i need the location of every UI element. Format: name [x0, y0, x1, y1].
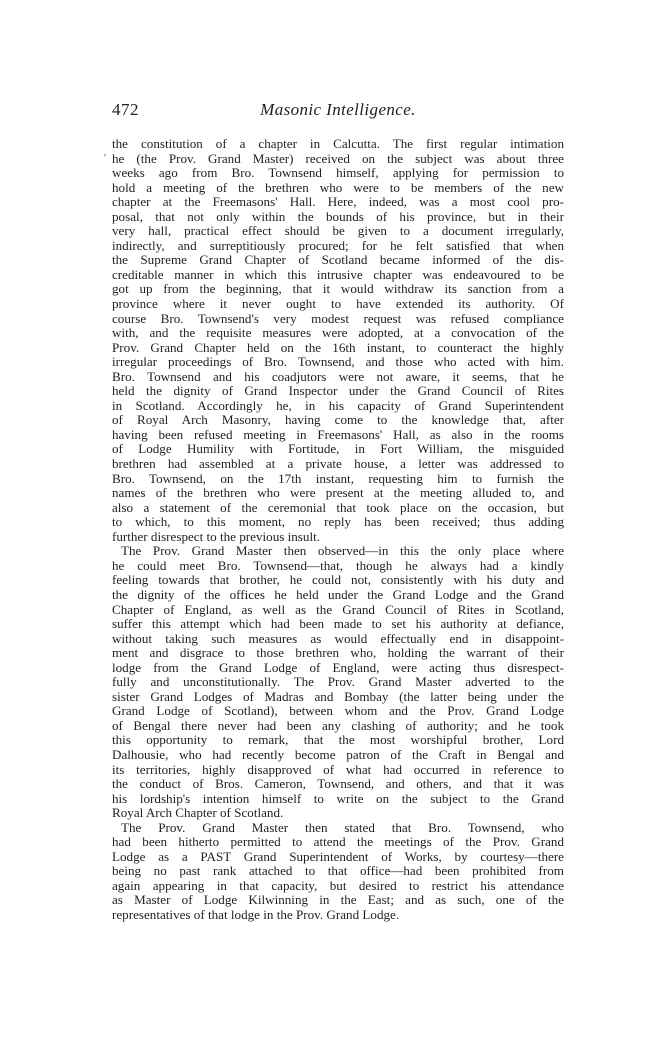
text-line: fully and unconstitutionally. The Prov. Grand Master adverted to the: [112, 674, 564, 690]
text-line: of Lodge Humility with Fortitude, in Fort William, the misguided: [112, 441, 564, 457]
text-line: indirectly, and surreptitiously procured; for he felt satisfied that when: [112, 237, 564, 253]
text-line: chapter at the Freemasons' Hall. Here, indeed, was a most cool pro-: [112, 194, 564, 210]
text-line: The Prov. Grand Master then stated that Bro. Townsend, who: [121, 819, 564, 835]
text-line: course Bro. Townsend's very modest request was refused compliance: [112, 310, 564, 326]
text-line: province where it never ought to have extended its authority. Of: [112, 296, 564, 312]
text-line: the conduct of Bros. Cameron, Townsend, and others, and that it was: [112, 776, 564, 792]
text-line: names of the brethren who were present at the meeting alluded to, and: [112, 485, 564, 501]
text-line: the dignity of the offices he held under the Grand Lodge and the Grand: [112, 586, 564, 602]
text-line: he (the Prov. Grand Master) received on the subject was about three: [112, 150, 564, 166]
text-line: as Master of Lodge Kilwinning in the East; and as such, one of the: [112, 892, 564, 908]
text-line: having been refused meeting in Freemasons' Hall, as also in the rooms: [112, 426, 564, 442]
text-line: this opportunity to remark, that the most worshipful brother, Lord: [112, 732, 564, 748]
text-line: without taking such measures as would effectually end in disappoint-: [112, 630, 564, 646]
text-line: sister Grand Lodges of Madras and Bombay (the latter being under the: [112, 688, 564, 704]
text-line: got up from the beginning, that it would withdraw its sanction from a: [112, 281, 564, 297]
text-line: The Prov. Grand Master then observed—in this the only place where: [121, 543, 564, 559]
text-line: with, and the requisite measures were adopted, at a convocation of the: [112, 325, 564, 341]
text-line: again appearing in that capacity, but desired to restrict his attendance: [112, 877, 564, 893]
text-line: creditable manner in which this intrusive chapter was endeavoured to be: [112, 266, 564, 282]
text-line: its territories, highly disapproved of what had occurred in reference to: [112, 761, 564, 777]
text-line: Lodge as a PAST Grand Superintendent of Works, by courtesy—there: [112, 848, 564, 864]
text-line: further disrespect to the previous insult.: [112, 528, 320, 544]
margin-mark: ': [104, 152, 106, 164]
text-line: suffer this attempt which had been made to set his authority at defiance,: [112, 616, 564, 632]
text-line: Royal Arch Chapter of Scotland.: [112, 805, 284, 821]
text-line: Bro. Townsend and his coadjutors were not aware, it seems, that he: [112, 368, 564, 384]
text-line: had been hitherto permitted to attend the meetings of the Prov. Grand: [112, 834, 564, 850]
text-line: in Scotland. Accordingly he, in his capacity of Grand Superintendent: [112, 397, 564, 413]
text-line: lodge from the Grand Lodge of England, were acting thus disrespect-: [112, 659, 564, 675]
text-line: feeling towards that brother, he could not, consistently with his duty and: [112, 572, 564, 588]
page-number: 472: [112, 100, 139, 119]
text-line: representatives of that lodge in the Prov. Grand Lodge.: [112, 906, 400, 922]
text-line: of Bengal there never had been any clashing of authority; and he took: [112, 717, 564, 733]
body-text: [112, 137, 564, 923]
text-line: Grand Lodge of Scotland), between whom and the Prov. Grand Lodge: [112, 703, 564, 719]
text-line: being no past rank attached to that office—had been prohibited from: [112, 863, 564, 879]
text-line: held the dignity of Grand Inspector under the Grand Council of Rites: [112, 383, 564, 399]
text-line: to which, to this moment, no reply has been received; thus adding: [112, 514, 564, 530]
text-line: Chapter of England, as well as the Grand Council of Rites in Scotland,: [112, 601, 564, 617]
text-line: also a statement of the ceremonial that took place on the occasion, but: [112, 499, 564, 515]
text-line: of Royal Arch Masonry, having come to the knowledge that, after: [112, 412, 564, 428]
text-line: the constitution of a chapter in Calcutta. The first regular intimation: [112, 136, 564, 151]
page-header: [112, 100, 564, 122]
text-line: the Supreme Grand Chapter of Scotland became informed of the dis-: [112, 252, 564, 268]
text-line: weeks ago from Bro. Townsend himself, applying for permission to: [112, 165, 564, 181]
text-line: he could meet Bro. Townsend—that, though he always had a kindly: [112, 557, 564, 573]
text-line: ment and disgrace to those brethren who, holding the warrant of their: [112, 645, 564, 661]
running-title: Masonic Intelligence.: [260, 100, 416, 119]
text-line: brethren had assembled at a private house, a letter was addressed to: [112, 456, 564, 472]
text-line: Dalhousie, who had recently become patron of the Craft in Bengal and: [112, 746, 564, 762]
text-line: his lordship's intention himself to write on the subject to the Grand: [112, 790, 564, 806]
text-line: hold a meeting of the brethren who were to be members of the new: [112, 179, 564, 195]
text-line: Bro. Townsend, on the 17th instant, requesting him to furnish the: [112, 470, 564, 486]
text-line: posal, that not only within the bounds of his province, but in their: [112, 208, 564, 224]
text-line: very hall, practical effect should be given to a document irregularly,: [112, 223, 564, 239]
text-line: Prov. Grand Chapter held on the 16th instant, to counteract the highly: [112, 339, 564, 355]
text-line: irregular proceedings of Bro. Townsend, and those who acted with him.: [112, 354, 564, 370]
